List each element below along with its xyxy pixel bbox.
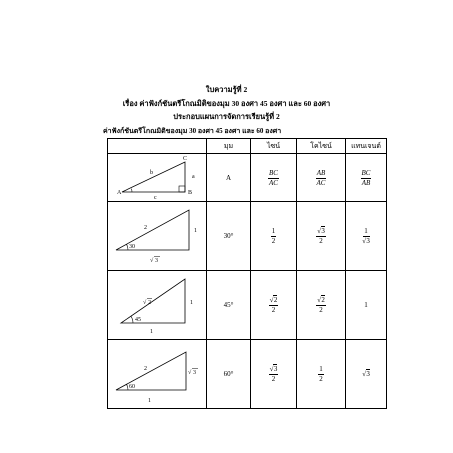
general-triangle-diagram — [108, 154, 206, 201]
header-cosine: โคไซน์ — [297, 139, 346, 154]
sin-a-cell — [251, 154, 297, 202]
triangle-30-diagram — [108, 202, 206, 270]
sin-45-fraction: $\frac{√2}{2}$ — [269, 296, 278, 314]
sheet-subject: เรื่อง ค่าฟังก์ชันตรีโกณมิติของมุม 30 องศา 45 องศา และ 60 องศา — [122, 99, 331, 108]
header-angle: มุม — [207, 139, 251, 154]
triangle-shape — [121, 279, 185, 323]
vert-label: 1 — [190, 300, 193, 306]
header-tangent: แทนเจนต์ — [346, 139, 387, 154]
cos-a-cell — [297, 154, 346, 202]
sqrt-symbol: √ — [188, 370, 192, 376]
table-row — [108, 340, 387, 409]
triangle-shape — [122, 162, 185, 192]
sheet-title: ใบความรู้ที่ 2 — [205, 85, 248, 94]
side-b-label: b — [150, 170, 153, 176]
general-triangle-figure — [108, 154, 207, 202]
table-row — [108, 202, 387, 271]
cos-30-fraction: $\frac{√3}{2}$ — [317, 227, 325, 245]
tan-45-cell: 1 — [346, 271, 387, 340]
angle-60-label: 60 — [129, 384, 135, 390]
side-c-label: c — [154, 195, 157, 201]
cos-60-fraction: $\frac{1}{2}$ — [319, 365, 323, 383]
table-header-row — [108, 139, 387, 154]
tan-60-cell — [346, 340, 387, 409]
sheet-lesson-plan: ประกอบแผนการจัดการเรียนรู้ที่ 2 — [173, 112, 280, 121]
side-a-label: a — [192, 174, 195, 180]
angle-arc — [131, 189, 132, 192]
triangle-45-figure — [108, 271, 207, 340]
cos-60-cell — [297, 340, 346, 409]
sqrt-symbol: √ — [143, 300, 147, 306]
table-row — [108, 154, 387, 202]
tan-30-cell — [346, 202, 387, 271]
sin-45-cell — [251, 271, 297, 340]
table-caption: ค่าฟังก์ชันตรีโกณมิติของมุม 30 องศา 45 องศา และ 60 องศา — [103, 127, 282, 135]
angle-45-cell: 45° — [207, 271, 251, 340]
vert-label: 1 — [194, 228, 197, 234]
angle-arc — [131, 316, 133, 323]
header-figure — [108, 139, 207, 154]
vertex-b-label: B — [188, 190, 193, 196]
sin-a-fraction: $\frac{BC}{AC}$ — [269, 168, 278, 187]
angle-arc — [127, 384, 129, 390]
angle-a-cell: A — [207, 154, 251, 202]
hyp-label: 2 — [144, 225, 147, 231]
tan-60-value: √3 — [362, 370, 370, 378]
vertex-a-label: A — [117, 190, 122, 196]
right-angle-mark — [179, 186, 185, 192]
triangle-30-figure — [108, 202, 207, 271]
base-label: 1 — [148, 398, 151, 404]
cos-45-cell — [297, 271, 346, 340]
angle-30-cell: 30° — [207, 202, 251, 271]
trig-values-table — [107, 138, 387, 409]
vertex-c-label: C — [182, 156, 188, 162]
angle-30-label: 30 — [129, 244, 135, 250]
angle-60-cell: 60° — [207, 340, 251, 409]
triangle-shape — [116, 210, 189, 250]
sin-30-fraction: $\frac{1}{2}$ — [271, 227, 276, 245]
triangle-60-diagram — [108, 340, 206, 408]
base-label: 1 — [150, 329, 153, 335]
angle-45-label: 45 — [135, 317, 141, 323]
cos-45-fraction: $\frac{√2}{2}$ — [317, 296, 325, 314]
triangle-45-diagram — [108, 271, 206, 339]
header-sine: ไซน์ — [251, 139, 297, 154]
tan-a-cell — [346, 154, 387, 202]
sin-30-cell — [251, 202, 297, 271]
cos-a-fraction: $\frac{AB}{AC}$ — [316, 168, 326, 187]
cos-30-cell — [297, 202, 346, 271]
hyp-label: 2 — [144, 366, 147, 372]
tan-a-fraction: $\frac{BC}{AB}$ — [361, 168, 371, 187]
sin-60-cell — [251, 340, 297, 409]
sqrt-symbol: √ — [150, 258, 154, 264]
hyp-label: 2 — [148, 300, 151, 306]
angle-arc — [127, 244, 129, 250]
triangle-60-figure — [108, 340, 207, 409]
tan-30-fraction: $\frac{1}{√3}$ — [362, 227, 370, 245]
vert-label: 3 — [193, 370, 196, 376]
sin-60-fraction: $\frac{√3}{2}$ — [269, 365, 278, 383]
base-label: 3 — [155, 258, 158, 264]
table-row — [108, 271, 387, 340]
